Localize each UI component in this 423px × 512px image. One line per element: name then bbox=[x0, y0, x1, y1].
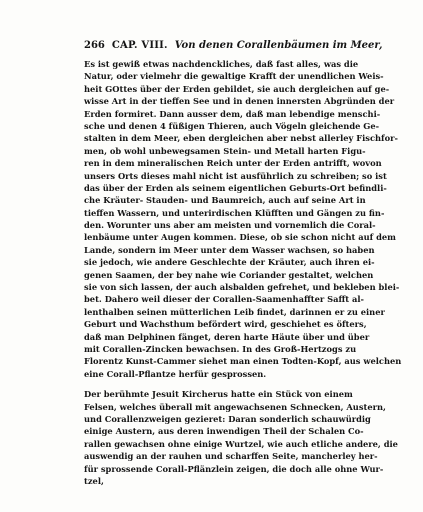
text-line: eine Corall-Pflantze herfür gesprossen. bbox=[84, 368, 267, 379]
chapter-label: CAP. VIII. bbox=[111, 40, 168, 51]
text-line: den. Worunter uns aber am meisten und vornemlich die Coral- bbox=[84, 220, 376, 231]
text-line: lenbäume unter Augen kommen. Diese, ob sie schon nicht auf dem bbox=[84, 232, 396, 243]
text-line: einige Austern, aus deren inwendigen Theil der Schalen Co- bbox=[84, 426, 364, 437]
page-header bbox=[84, 40, 383, 54]
text-line: sie von sich lassen, der auch alsbalden gefrehet, und bekleben blei- bbox=[84, 282, 400, 293]
text-line: wisse Art in der tieffen See und in denen innersten Abgründen der bbox=[84, 96, 395, 107]
text-line: heit GOttes über der Erden gebildet, sie auch dergleichen auf ge- bbox=[84, 83, 390, 94]
text-line: mit Corallen-Zincken bewachsen. In des Groß-Hertzogs zu bbox=[84, 343, 357, 354]
text-line: Der berühmte Jesuit Kircherus hatte ein Stück von einem bbox=[84, 389, 353, 400]
text-line: tzel, bbox=[84, 475, 104, 486]
text-line: men, ob wohl unbewegsamen Stein- und Metall harten Figu- bbox=[84, 145, 366, 156]
paragraph bbox=[84, 58, 402, 380]
text-line: Geburt und Wachsthum befördert wird, geschiehet es öfters, bbox=[84, 319, 367, 330]
text-line: genen Saamen, der bey nahe wie Coriander gestaltet, welchen bbox=[84, 269, 374, 280]
text-line: sie jedoch, wie andere Geschlechte der Kräuter, auch ihren ei- bbox=[84, 257, 375, 268]
text-line: lenthalben seinen mütterlichen Leib findet, darinnen er zu einer bbox=[84, 306, 385, 317]
text-line: das über der Erden als seinem eigentlichen Geburts-Ort befindli- bbox=[84, 182, 387, 193]
text-line: auswendig an der rauhen und scharffen Seite, mancherley her- bbox=[84, 451, 378, 462]
running-title: Von denen Corallenbäumen im Meer, bbox=[174, 40, 383, 51]
text-line: daß man Delphinen fänget, deren harte Häute über und über bbox=[84, 331, 370, 342]
text-line: stalten in dem Meer, eben dergleichen aber nebst allerley Fischfor- bbox=[84, 133, 398, 144]
text-line: Florentz Kunst-Cammer siehet man einen Todten-Kopf, aus welchen bbox=[84, 356, 402, 367]
text-line: unsers Orts dieses mahl nicht ist ausführlich zu schreiben; so ist bbox=[84, 170, 387, 181]
page-number: 266 bbox=[84, 40, 105, 51]
text-line: Erden formiret. Dann ausser dem, daß man lebendige menschi- bbox=[84, 108, 381, 119]
text-line: Felsen, welches überall mit angewachsenen Schnecken, Austern, bbox=[84, 401, 386, 412]
text-line: bet. Dahero weil dieser der Corallen-Saamenhaffter Safft al- bbox=[84, 294, 364, 305]
text-line: ren in dem mineralischen Reich unter der Erden antrifft, wovon bbox=[84, 158, 382, 169]
text-line: tieffen Wassern, und unterirdischen Klüfften und Gängen zu fin- bbox=[84, 207, 385, 218]
text-line: che Kräuter- Stauden- und Baumreich, auch auf seine Art in bbox=[84, 195, 366, 206]
text-line: für sprossende Corall-Pflänzlein zeigen, die doch alle ohne Wur- bbox=[84, 463, 384, 474]
text-line: Lande, sondern im Meer unter dem Wasser wachsen, so haben bbox=[84, 244, 375, 255]
body-text bbox=[84, 58, 402, 487]
text-line: rallen gewachsen ohne einige Wurtzel, wie auch etliche andere, die bbox=[84, 438, 398, 449]
text-line: Es ist gewiß etwas nachdenckliches, daß fast alles, was die bbox=[84, 59, 359, 69]
paragraph bbox=[84, 388, 398, 487]
text-line: und Corallenzweigen gezieret: Daran sonderlich schauwürdig bbox=[84, 413, 371, 424]
text-line: sche und denen 4 füßigen Thieren, auch Vögeln gleichende Ge- bbox=[84, 120, 380, 131]
text-line: Natur, oder vielmehr die gewaltige Krafft der unendlichen Weis- bbox=[84, 71, 384, 82]
